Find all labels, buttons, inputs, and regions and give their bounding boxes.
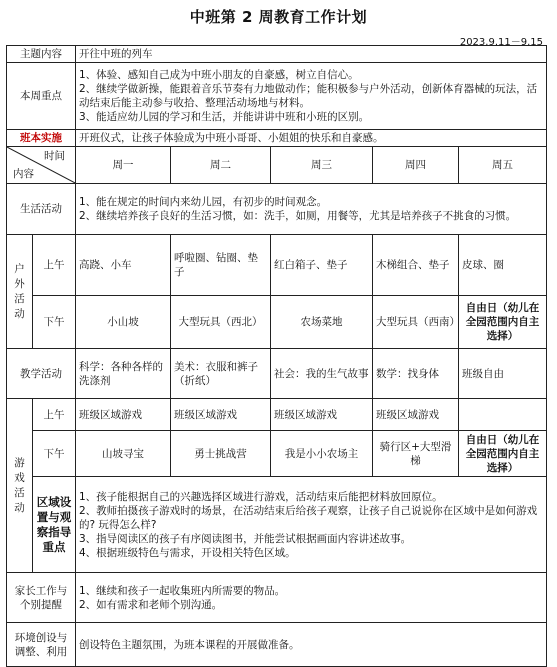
life-item: 1、能在规定的时间内来幼儿园，有初步的时间观念。 bbox=[79, 196, 328, 208]
focus-item: 2、继续学做新操，能跟着音乐节奏有力地做动作；能积极参与户外活动，创新体育器械的玩法，活动结束后能主动参与收拾、整理活动场地与材料。 bbox=[79, 83, 538, 109]
game-pm-fri: 自由日（幼儿在全园范围内自主选择） bbox=[459, 431, 547, 477]
theme-row bbox=[7, 46, 547, 63]
outdoor-pm-label: 下午 bbox=[33, 296, 76, 349]
zone-label: 区域设置与观察指导重点 bbox=[33, 477, 76, 573]
life-label: 生活活动 bbox=[7, 184, 76, 235]
game-am-fri-empty bbox=[459, 399, 547, 431]
teach-label: 教学活动 bbox=[7, 349, 76, 399]
practice-row bbox=[7, 130, 547, 147]
game-am-thu: 班级区域游戏 bbox=[373, 399, 459, 431]
game-am-tue: 班级区域游戏 bbox=[171, 399, 271, 431]
outdoor-am-tue: 呼啦圈、钻圈、垫子 bbox=[171, 235, 271, 296]
outdoor-pm-fri: 自由日（幼儿在全园范围内自主选择） bbox=[459, 296, 547, 349]
game-am-wed: 班级区域游戏 bbox=[271, 399, 373, 431]
outdoor-am-wed: 红白箱子、垫子 bbox=[271, 235, 373, 296]
game-pm-thu: 骑行区+大型滑梯 bbox=[373, 431, 459, 477]
parent-row bbox=[7, 573, 547, 623]
date-range: 2023.9.11－9.15 bbox=[459, 37, 543, 48]
life-content bbox=[76, 184, 547, 235]
outdoor-label: 户外活动 bbox=[7, 235, 33, 349]
outdoor-pm-wed: 农场菜地 bbox=[271, 296, 373, 349]
parent-content bbox=[76, 573, 547, 623]
teach-thu: 数学：找身体 bbox=[373, 349, 459, 399]
env-row bbox=[7, 623, 547, 667]
game-pm-row bbox=[7, 431, 547, 477]
zone-row bbox=[7, 477, 547, 573]
day-fri: 周五 bbox=[459, 147, 547, 184]
game-am-label: 上午 bbox=[33, 399, 76, 431]
focus-row bbox=[7, 63, 547, 130]
day-tue: 周二 bbox=[171, 147, 271, 184]
outdoor-am-thu: 木梯组合、垫子 bbox=[373, 235, 459, 296]
day-wed: 周三 bbox=[271, 147, 373, 184]
teach-tue: 美术：衣服和裤子（折纸） bbox=[171, 349, 271, 399]
focus-content bbox=[76, 63, 547, 130]
zone-item: 4、根据班级特色与需求，开设相关特色区域。 bbox=[79, 546, 296, 559]
outdoor-am-row bbox=[7, 235, 547, 296]
zone-item: 3、指导阅读区的孩子有序阅读图书，并能尝试根据画面内容讲述故事。 bbox=[79, 532, 412, 545]
zone-item: 1、孩子能根据自己的兴趣选择区域进行游戏，活动结束后能把材料放回原位。 bbox=[79, 490, 443, 503]
game-pm-tue: 勇士挑战营 bbox=[171, 431, 271, 477]
outdoor-pm-mon: 小山坡 bbox=[76, 296, 171, 349]
game-label: 游戏活动 bbox=[7, 399, 33, 573]
page-title: 中班第 2 周教育工作计划 bbox=[189, 8, 368, 26]
day-mon: 周一 bbox=[76, 147, 171, 184]
teach-mon: 科学：各种各样的洗涤剂 bbox=[76, 349, 171, 399]
focus-item: 1、体验、感知自己成为中班小朋友的自豪感，树立自信心。 bbox=[79, 69, 359, 81]
outdoor-am-mon: 高跷、小车 bbox=[76, 235, 171, 296]
game-pm-wed: 我是小小农场主 bbox=[271, 431, 373, 477]
zone-item: 2、教师拍摄孩子游戏时的场景，在活动结束后给孩子观察，让孩子自己说说你在区域中是如何游戏的? 玩得怎么样? bbox=[79, 504, 538, 531]
zone-content bbox=[76, 477, 547, 573]
teach-row bbox=[7, 349, 547, 399]
parent-label: 家长工作与个别提醒 bbox=[7, 573, 76, 623]
practice-value: 开班仪式，让孩子体验成为中班小哥哥、小姐姐的快乐和自豪感。 bbox=[76, 130, 547, 147]
parent-item: 1、继续和孩子一起收集班内所需要的物品。 bbox=[79, 584, 286, 597]
teach-wed: 社会：我的生气故事 bbox=[271, 349, 373, 399]
focus-item: 3、能适应幼儿园的学习和生活，并能讲讲中班和小班的区别。 bbox=[79, 111, 370, 123]
game-pm-mon: 山坡寻宝 bbox=[76, 431, 171, 477]
header-row bbox=[7, 147, 547, 184]
outdoor-pm-tue: 大型玩具（西北） bbox=[171, 296, 271, 349]
outdoor-pm-row bbox=[7, 296, 547, 349]
plan-table bbox=[6, 45, 547, 667]
outdoor-am-label: 上午 bbox=[33, 235, 76, 296]
outdoor-pm-thu: 大型玩具（西南） bbox=[373, 296, 459, 349]
game-am-row bbox=[7, 399, 547, 431]
practice-label: 班本实施 bbox=[7, 130, 76, 147]
theme-label: 主题内容 bbox=[7, 46, 76, 63]
env-value: 创设特色主题氛围，为班本课程的开展做准备。 bbox=[76, 623, 547, 667]
outdoor-am-fri: 皮球、圈 bbox=[459, 235, 547, 296]
env-label: 环境创设与调整、利用 bbox=[7, 623, 76, 667]
life-row bbox=[7, 184, 547, 235]
life-item: 2、继续培养孩子良好的生活习惯，如：洗手，如厕，用餐等，尤其是培养孩子不挑食的习惯。 bbox=[79, 210, 517, 222]
parent-item: 2、如有需求和老师个别沟通。 bbox=[79, 598, 223, 611]
diagonal-header bbox=[7, 147, 76, 184]
game-pm-label: 下午 bbox=[33, 431, 76, 477]
theme-value: 开往中班的列车 bbox=[76, 46, 547, 63]
header-time: 时间 bbox=[44, 150, 65, 162]
teach-fri: 班级自由 bbox=[459, 349, 547, 399]
header-content: 内容 bbox=[13, 168, 34, 180]
game-am-mon: 班级区域游戏 bbox=[76, 399, 171, 431]
focus-label: 本周重点 bbox=[7, 63, 76, 130]
day-thu: 周四 bbox=[373, 147, 459, 184]
